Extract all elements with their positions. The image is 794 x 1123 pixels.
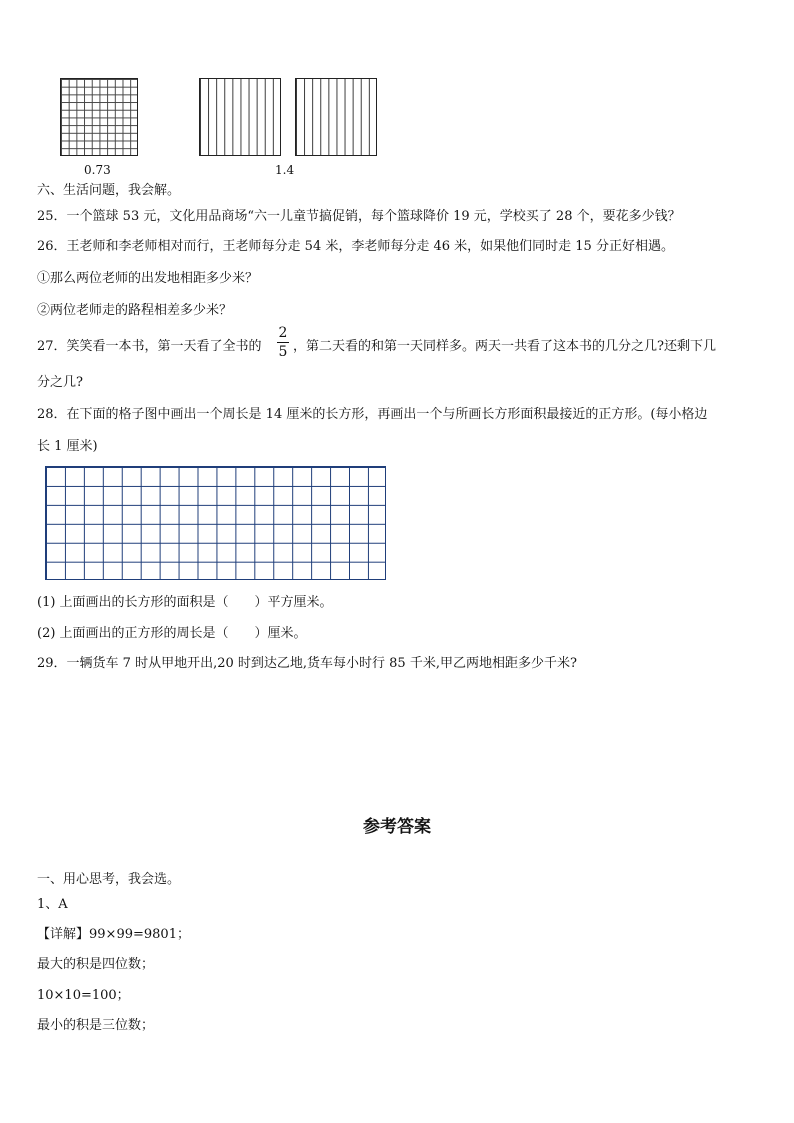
answer-min-product: 最小的积是三位数；: [37, 1018, 155, 1033]
question-25: 25．一个篮球 53 元，文化用品商场“六一儿童节搞促销，每个篮球降价 19 元，学校买了 28 个，要花多少钱？: [37, 209, 681, 224]
strip-figure-2: [295, 78, 377, 156]
centimeter-grid[interactable]: [45, 466, 386, 580]
question-28-sub2: (2) 上面画出的正方形的周长是（ ）厘米。: [37, 626, 307, 641]
question-27-part1: 27．笑笑看一本书，第一天看了全书的: [37, 339, 262, 354]
strips-label: 1.4: [275, 163, 295, 177]
section6-heading: 六、生活问题，我会解。: [37, 183, 181, 198]
question-26-part1: ①那么两位老师的出发地相距多少米？: [37, 271, 259, 286]
hundred-grid-figure: [60, 78, 138, 156]
fraction-numerator: 2: [278, 325, 288, 341]
answers-title: 参考答案: [363, 817, 431, 837]
question-26-part2: ②两位老师走的路程相差多少米？: [37, 303, 233, 318]
fraction-bar: [277, 342, 289, 343]
answer-detail-line: [37, 928, 190, 941]
answer-max-product: 最大的积是四位数；: [37, 957, 155, 972]
strip-figure-1: [199, 78, 281, 156]
answers-section1-heading: 一、用心思考，我会选。: [37, 872, 181, 887]
question-28-sub1: (1) 上面画出的长方形的面积是（ ）平方厘米。: [37, 595, 333, 610]
answer-1: 1、A: [37, 897, 68, 912]
question-27-line2: 分之几?: [37, 375, 83, 390]
fraction-denominator: 5: [278, 344, 288, 360]
question-28-line1: 28．在下面的格子图中画出一个周长是 14 厘米的长方形，再画出一个与所画长方形面积最接近的正方形。(每小格边: [37, 407, 708, 422]
question-28-line2: 长 1 厘米): [37, 439, 98, 454]
detail-equation: 99×99=9801；: [89, 927, 190, 942]
question-27-part2: ，第二天看的和第一天同样多。两天一共看了这本书的几分之几?还剩下几: [293, 339, 716, 354]
detail-label: 【详解】: [37, 927, 90, 942]
grid-label: 0.73: [84, 163, 111, 177]
question-29: 29．一辆货车 7 时从甲地开出,20 时到达乙地,货车每小时行 85 千米,甲乙两地相距多少千米?: [37, 656, 577, 671]
question-26: 26．王老师和李老师相对而行，王老师每分走 54 米，李老师每分走 46 米，如果他们同时走 15 分正好相遇。: [37, 239, 674, 254]
answer-equation-2: 10×10=100；: [37, 988, 130, 1003]
fraction-two-fifths: [276, 326, 290, 359]
